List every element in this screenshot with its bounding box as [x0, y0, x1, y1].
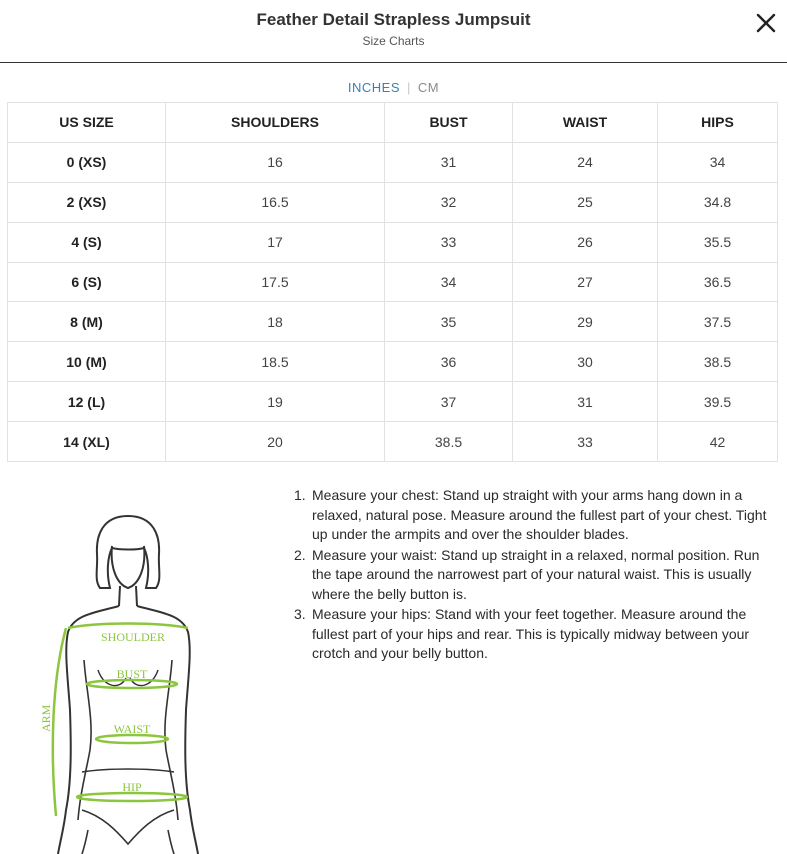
bust-cell: 37: [385, 382, 513, 422]
instruction-number: 2.: [294, 546, 306, 563]
instruction-text: Measure your waist: Stand up straight in a relaxed, normal position. Run the tape around the narrowest part of your natural waist. This is usually where the belly button is.: [312, 546, 760, 602]
instruction-item: [294, 546, 782, 605]
shoulders-cell: 19: [166, 382, 385, 422]
instruction-text: Measure your hips: Stand with your feet together. Measure around the fullest part of your hips and rear. This is typically midway between your crotch and your belly button.: [312, 606, 750, 661]
figure-face: [112, 546, 145, 588]
hips-cell: 42: [658, 422, 778, 462]
close-icon[interactable]: [755, 12, 777, 34]
shoulders-cell: 17.5: [166, 262, 385, 302]
cm-toggle[interactable]: CM: [417, 80, 440, 95]
size-cell: 14 (XL): [8, 422, 166, 462]
col-header-shoulders: SHOULDERS: [166, 103, 385, 143]
hips-cell: 34: [658, 142, 778, 182]
measurement-instructions: [294, 486, 782, 665]
hips-cell: 35.5: [658, 222, 778, 262]
bust-cell: 35: [385, 302, 513, 342]
arm-label: ARM: [39, 704, 53, 732]
table-row: [8, 182, 778, 222]
waist-cell: 29: [513, 302, 658, 342]
table-row: [8, 222, 778, 262]
waist-label: WAIST: [113, 722, 151, 736]
bust-cell: 34: [385, 262, 513, 302]
size-cell: 0 (XS): [8, 142, 166, 182]
size-cell: 6 (S): [8, 262, 166, 302]
instruction-number: 3.: [294, 606, 306, 622]
bust-measure-ellipse: [87, 680, 177, 688]
bust-cell: 32: [385, 182, 513, 222]
arm-measure-line: [53, 628, 66, 816]
shoulders-cell: 20: [166, 422, 385, 462]
figure-legs: [82, 830, 174, 854]
col-header-waist: WAIST: [513, 103, 658, 143]
unit-toggle: [0, 80, 787, 95]
inches-toggle[interactable]: INCHES: [347, 80, 400, 95]
instruction-item: [294, 605, 782, 664]
bust-cell: 36: [385, 342, 513, 382]
size-cell: 2 (XS): [8, 182, 166, 222]
size-cell: 8 (M): [8, 302, 166, 342]
col-header-bust: BUST: [385, 103, 513, 143]
size-charts-subtitle: Size Charts: [362, 34, 425, 48]
figure-hair: [97, 516, 160, 588]
table-row: [8, 342, 778, 382]
waist-measure-ellipse: [96, 735, 168, 743]
shoulders-cell: 18.5: [166, 342, 385, 382]
waist-cell: 25: [513, 182, 658, 222]
table-row: [8, 262, 778, 302]
instruction-item: [294, 486, 782, 545]
hip-measure-ellipse: [77, 793, 187, 801]
modal-header: [0, 0, 787, 63]
waist-cell: 26: [513, 222, 658, 262]
size-cell: 4 (S): [8, 222, 166, 262]
table-header-row: [8, 103, 778, 143]
instruction-number: 1.: [294, 487, 306, 503]
instruction-text: Measure your chest: Stand up straight with your arms hang down in a relaxed, natural pose. Measure around the fullest part of your chest. Tight up under the armpits and over the shoulder blades.: [312, 487, 767, 542]
col-header-us-size: US SIZE: [8, 103, 166, 143]
unit-separator: |: [407, 80, 411, 95]
shoulders-cell: 16: [166, 142, 385, 182]
hips-cell: 37.5: [658, 302, 778, 342]
shoulders-cell: 16.5: [166, 182, 385, 222]
hip-label: HIP: [122, 780, 142, 794]
size-cell: 12 (L): [8, 382, 166, 422]
table-row: [8, 422, 778, 462]
bust-label: BUST: [116, 667, 148, 681]
col-header-hips: HIPS: [658, 103, 778, 143]
shoulder-label: SHOULDER: [100, 630, 166, 644]
table-row: [8, 382, 778, 422]
waist-cell: 27: [513, 262, 658, 302]
table-row: [8, 302, 778, 342]
hips-cell: 39.5: [658, 382, 778, 422]
table-row: [8, 142, 778, 182]
waist-cell: 31: [513, 382, 658, 422]
waist-cell: 24: [513, 142, 658, 182]
shoulder-measure-line: [68, 624, 188, 629]
waist-cell: 30: [513, 342, 658, 382]
hips-cell: 36.5: [658, 262, 778, 302]
size-chart-table: [7, 102, 778, 462]
bust-cell: 38.5: [385, 422, 513, 462]
product-title: Feather Detail Strapless Jumpsuit: [256, 10, 531, 29]
shoulders-cell: 17: [166, 222, 385, 262]
bust-cell: 31: [385, 142, 513, 182]
measurement-figure: [28, 510, 228, 854]
hips-cell: 38.5: [658, 342, 778, 382]
size-cell: 10 (M): [8, 342, 166, 382]
shoulders-cell: 18: [166, 302, 385, 342]
bust-cell: 33: [385, 222, 513, 262]
waist-cell: 33: [513, 422, 658, 462]
hips-cell: 34.8: [658, 182, 778, 222]
